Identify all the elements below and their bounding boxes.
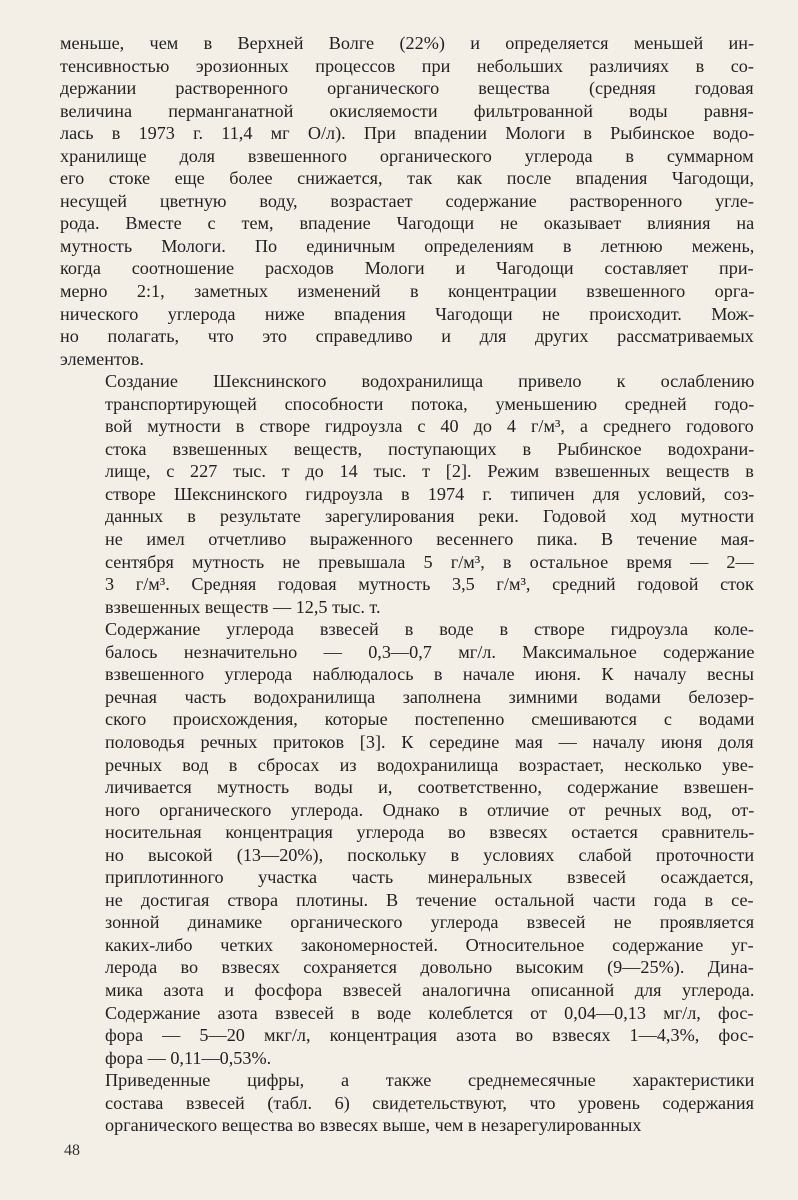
- text-line: но полагать, что это справедливо и для других рассматриваемых: [60, 326, 754, 347]
- text-line: держании растворенного органического вещества (средняя годовая: [60, 78, 754, 99]
- paragraph: [60, 370, 754, 618]
- text-line: нического углерода ниже впадения Чагодощи не происходит. Мож-: [60, 303, 754, 324]
- text-line: его стоке еще более снижается, так как после впадения Чагодощи,: [60, 168, 754, 189]
- text-line: органического вещества во взвесях выше, чем в незарегулированных: [105, 1115, 642, 1136]
- text-line: мерно 2:1, заметных изменений в концентрации взвешенного орга-: [60, 281, 754, 302]
- page-number: 48: [64, 1142, 80, 1159]
- text-line: личивается мутность воды и, соответственно, содержание взвешен-: [105, 777, 754, 798]
- text-line: 3 г/м³. Средняя годовая мутность 3,5 г/м³, средний годовой сток: [105, 574, 754, 595]
- text-line: стока взвешенных веществ, поступающих в Рыбинское водохрани-: [105, 438, 754, 459]
- text-line: балось незначительно — 0,3—0,7 мг/л. Максимальное содержание: [105, 641, 754, 662]
- text-line: взвешенного углерода наблюдалось в начале июня. К началу весны: [105, 664, 754, 685]
- paragraph: [60, 1069, 754, 1137]
- text-line: лище, с 227 тыс. т до 14 тыс. т [2]. Режим взвешенных веществ в: [105, 461, 754, 482]
- text-line: транспортирующей способности потока, уменьшению средней годо-: [105, 393, 754, 414]
- text-line: сентября мутность не превышала 5 г/м³, в остальное время — 2—: [105, 551, 754, 572]
- text-line: мутность Мологи. По единичным определениям в летнюю межень,: [60, 235, 754, 256]
- text-line: лась в 1973 г. 11,4 мг О/л). При впадении Мологи в Рыбинское водо-: [60, 123, 754, 144]
- text-line: каких-либо четких закономерностей. Относительное содержание уг-: [105, 934, 754, 955]
- text-line: несущей цветную воду, возрастает содержание растворенного угле-: [60, 190, 754, 211]
- text-line: Содержание азота взвесей в воде колеблется от 0,04—0,13 мг/л, фос-: [105, 1002, 754, 1023]
- text-line: мика азота и фосфора взвесей аналогична описанной для углерода.: [105, 979, 754, 1000]
- text-line: когда соотношение расходов Мологи и Чагодощи составляет при-: [60, 258, 754, 279]
- text-line: речных вод в сбросах из водохранилища возрастает, несколько уве-: [105, 754, 754, 775]
- paragraph: [60, 32, 754, 370]
- text-line: лерода во взвесях сохраняется довольно высоким (9—25%). Дина-: [105, 957, 754, 978]
- text-line: речная часть водохранилища заполнена зимними водами белозер-: [105, 686, 754, 707]
- text-line: хранилище доля взвешенного органического углерода в суммарном: [60, 145, 754, 166]
- text-line: данных в результате зарегулирования реки. Годовой ход мутности: [105, 506, 754, 527]
- body-text: [60, 32, 754, 1137]
- text-line: Создание Шекснинского водохранилища привело к ослаблению: [105, 371, 754, 392]
- text-line: фора — 0,11—0,53%.: [105, 1047, 272, 1068]
- text-line: величина перманганатной окисляемости фильтрованной воды равня-: [60, 100, 754, 121]
- text-line: не имел отчетливо выраженного весеннего пика. В течение мая-: [105, 529, 754, 550]
- text-line: зонной динамике органического углерода взвесей не проявляется: [105, 912, 754, 933]
- text-line: взвешенных веществ — 12,5 тыс. т.: [105, 596, 381, 617]
- text-line: тенсивностью эрозионных процессов при небольших различиях в со-: [60, 55, 754, 76]
- text-line: Приведенные цифры, а также среднемесячные характеристики: [105, 1070, 754, 1091]
- text-line: элементов.: [60, 348, 144, 369]
- paragraph: [60, 618, 754, 1069]
- text-line: состава взвесей (табл. 6) свидетельствуют, что уровень содержания: [105, 1092, 754, 1113]
- text-line: створе Шекснинского гидроузла в 1974 г. типичен для условий, соз-: [105, 483, 754, 504]
- text-line: приплотинного участка часть минеральных взвесей осаждается,: [105, 867, 754, 888]
- text-line: половодья речных притоков [3]. К середине мая — началу июня доля: [105, 731, 754, 752]
- text-line: Содержание углерода взвесей в воде в створе гидроузла коле-: [105, 619, 754, 640]
- text-line: рода. Вместе с тем, впадение Чагодощи не оказывает влияния на: [60, 213, 754, 234]
- text-line: вой мутности в створе гидроузла с 40 до 4 г/м³, а среднего годового: [105, 416, 754, 437]
- text-line: но высокой (13—20%), поскольку в условиях слабой проточности: [105, 844, 754, 865]
- text-line: фора — 5—20 мкг/л, концентрация азота во взвесях 1—4,3%, фос-: [105, 1025, 754, 1046]
- text-line: ского происхождения, которые постепенно смешиваются с водами: [105, 709, 754, 730]
- text-line: ного органического углерода. Однако в отличие от речных вод, от-: [105, 799, 754, 820]
- text-line: меньше, чем в Верхней Волге (22%) и определяется меньшей ин-: [60, 33, 754, 53]
- text-line: не достигая створа плотины. В течение остальной части года в се-: [105, 889, 754, 910]
- text-line: носительная концентрация углерода во взвесях остается сравнитель-: [105, 822, 754, 843]
